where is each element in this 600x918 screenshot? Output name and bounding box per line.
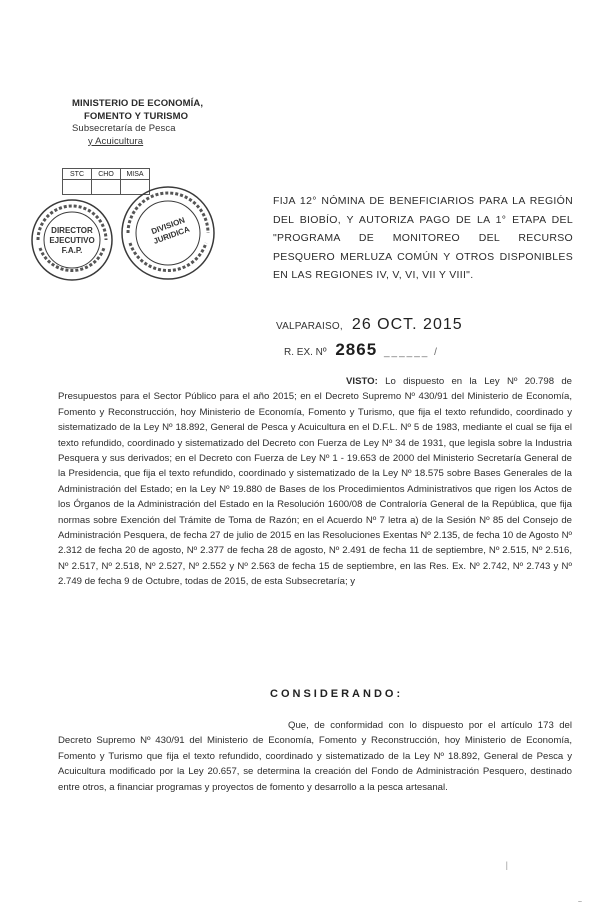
subsecretaria-line-1: Subsecretaría de Pesca: [72, 123, 176, 134]
considerando-body: Que, de conformidad con lo dispuesto por el artículo 173 del Decreto Supremo Nº 430/91 del Ministerio de Economía, Fomento y Reconstrucción, hoy Ministerio de Economía, Fomento y Turismo que fija el texto refundido, coordinado y sistematizado de la Ley Nº 18.892, General de Pesca y Acuicultura modificado por la Ley 20.657, se determina la creación del Fondo de Administración Pesquero, destinado entre otros, a financiar programas y proyectos de fomento y desarrollo a la pesca artesanal.: [58, 720, 572, 793]
place-date: [276, 316, 463, 334]
initials-cell-3: MISA: [121, 169, 150, 180]
place-label: VALPARAISO,: [276, 321, 343, 332]
director-seal-label: DIRECTOR EJECUTIVO F.A.P.: [49, 226, 95, 255]
date-stamp: 26 OCT. 2015: [351, 316, 463, 333]
visto-section: [58, 374, 572, 590]
ministry-line-1: MINISTERIO DE ECONOMÍA,: [72, 98, 204, 109]
resolution-title: FIJA 12° NÓMINA DE BENEFICIARIOS PARA LA REGIÓN DEL BIOBÍO, Y AUTORIZA PAGO DE LA 1° ETAPA DEL "PROGRAMA DE MONITOREO DEL RECURSO PESQUERO MERLUZA COMÚN Y OTROS DISPONIBLES EN LAS REGIONES IV, V, VI, VII Y VIII".: [273, 195, 573, 281]
page-mark: |: [505, 860, 508, 870]
ministry-line-2: FOMENTO Y TURISMO: [84, 110, 189, 122]
initials-cell-2: CHO: [92, 169, 121, 180]
director-seal: [30, 198, 114, 282]
rex-label: R. EX. Nº: [284, 347, 327, 358]
considerando-section: [58, 718, 572, 795]
initials-sign-1: [63, 180, 92, 195]
resolution-number-line: [284, 340, 439, 360]
rex-number: 2865: [335, 340, 378, 359]
margin-initials: ~: [577, 899, 582, 906]
ministry-header: [72, 98, 203, 148]
subsecretaria-line-2: y Acuicultura: [88, 135, 144, 147]
initials-cell-1: STC: [63, 169, 92, 180]
juridica-seal-label: DIVISION JURIDICA: [150, 215, 191, 246]
visto-heading: VISTO:: [346, 376, 378, 387]
considerando-heading: CONSIDERANDO:: [270, 688, 404, 700]
initials-sign-2: [92, 180, 121, 195]
juridica-seal: [120, 185, 216, 281]
visto-body: Lo dispuesto en la Ley Nº 20.798 de Presupuestos para el Sector Público para el año 2015; en el Decreto Supremo Nº 430/91 del Ministerio de Economía, Fomento y Reconstrucción, hoy Ministerio de Economía, Fomento y Turismo, que fija el texto refundido, coordinado y sistematizado de la Ley Nº 18.892, General de Pesca y Acuicultura en el D.F.L. Nº 5 de 1983, mediante el cual se fija el texto refundido, coordinado y sistematizado del Decreto con Fuerza de Ley Nº 34 de 1931, que legisla sobre la Industria Pesquera y sus derivados; en el Decreto con Fuerza de Ley Nº 1 - 19.653 de 2000 del Ministerio Secretaría General de la Presidencia, que fija el texto refundido, coordinado y sistematizado de la Ley Nº 18.575 sobre Bases Generales de la Administración del Estado; en la Ley Nº 19.880 de Bases de los Procedimientos Administrativos que rigen los Actos de los Órganos de la Administración del Estado en la Resolución 1600/08 de Contraloría General de la República, que fija normas sobre Exención del Trámite de Toma de Razón; en el Acuerdo Nº 7 letra a) de la Sesión Nº 85 del Consejo de Administración Pesquera, de fecha 27 de julio de 2015 en las Resoluciones Exentas Nº 2.135, de fecha 10 de Agosto Nº 2.312 de fecha 20 de agosto, Nº 2.377 de fecha 28 de agosto, Nº 2.491 de fecha 11 de septiembre, Nº 2.515, Nº 2.516, Nº 2.517, Nº 2.518, Nº 2.527, Nº 2.552 y Nº 2.563 de fecha 15 de septiembre, en las Res. Ex. Nº 2.742, Nº 2.743 y Nº 2.749 de fecha 9 de Octubre, todas de 2015, de esta Subsecretaría; y: [58, 376, 573, 588]
rex-underline: ______ /: [383, 347, 439, 358]
